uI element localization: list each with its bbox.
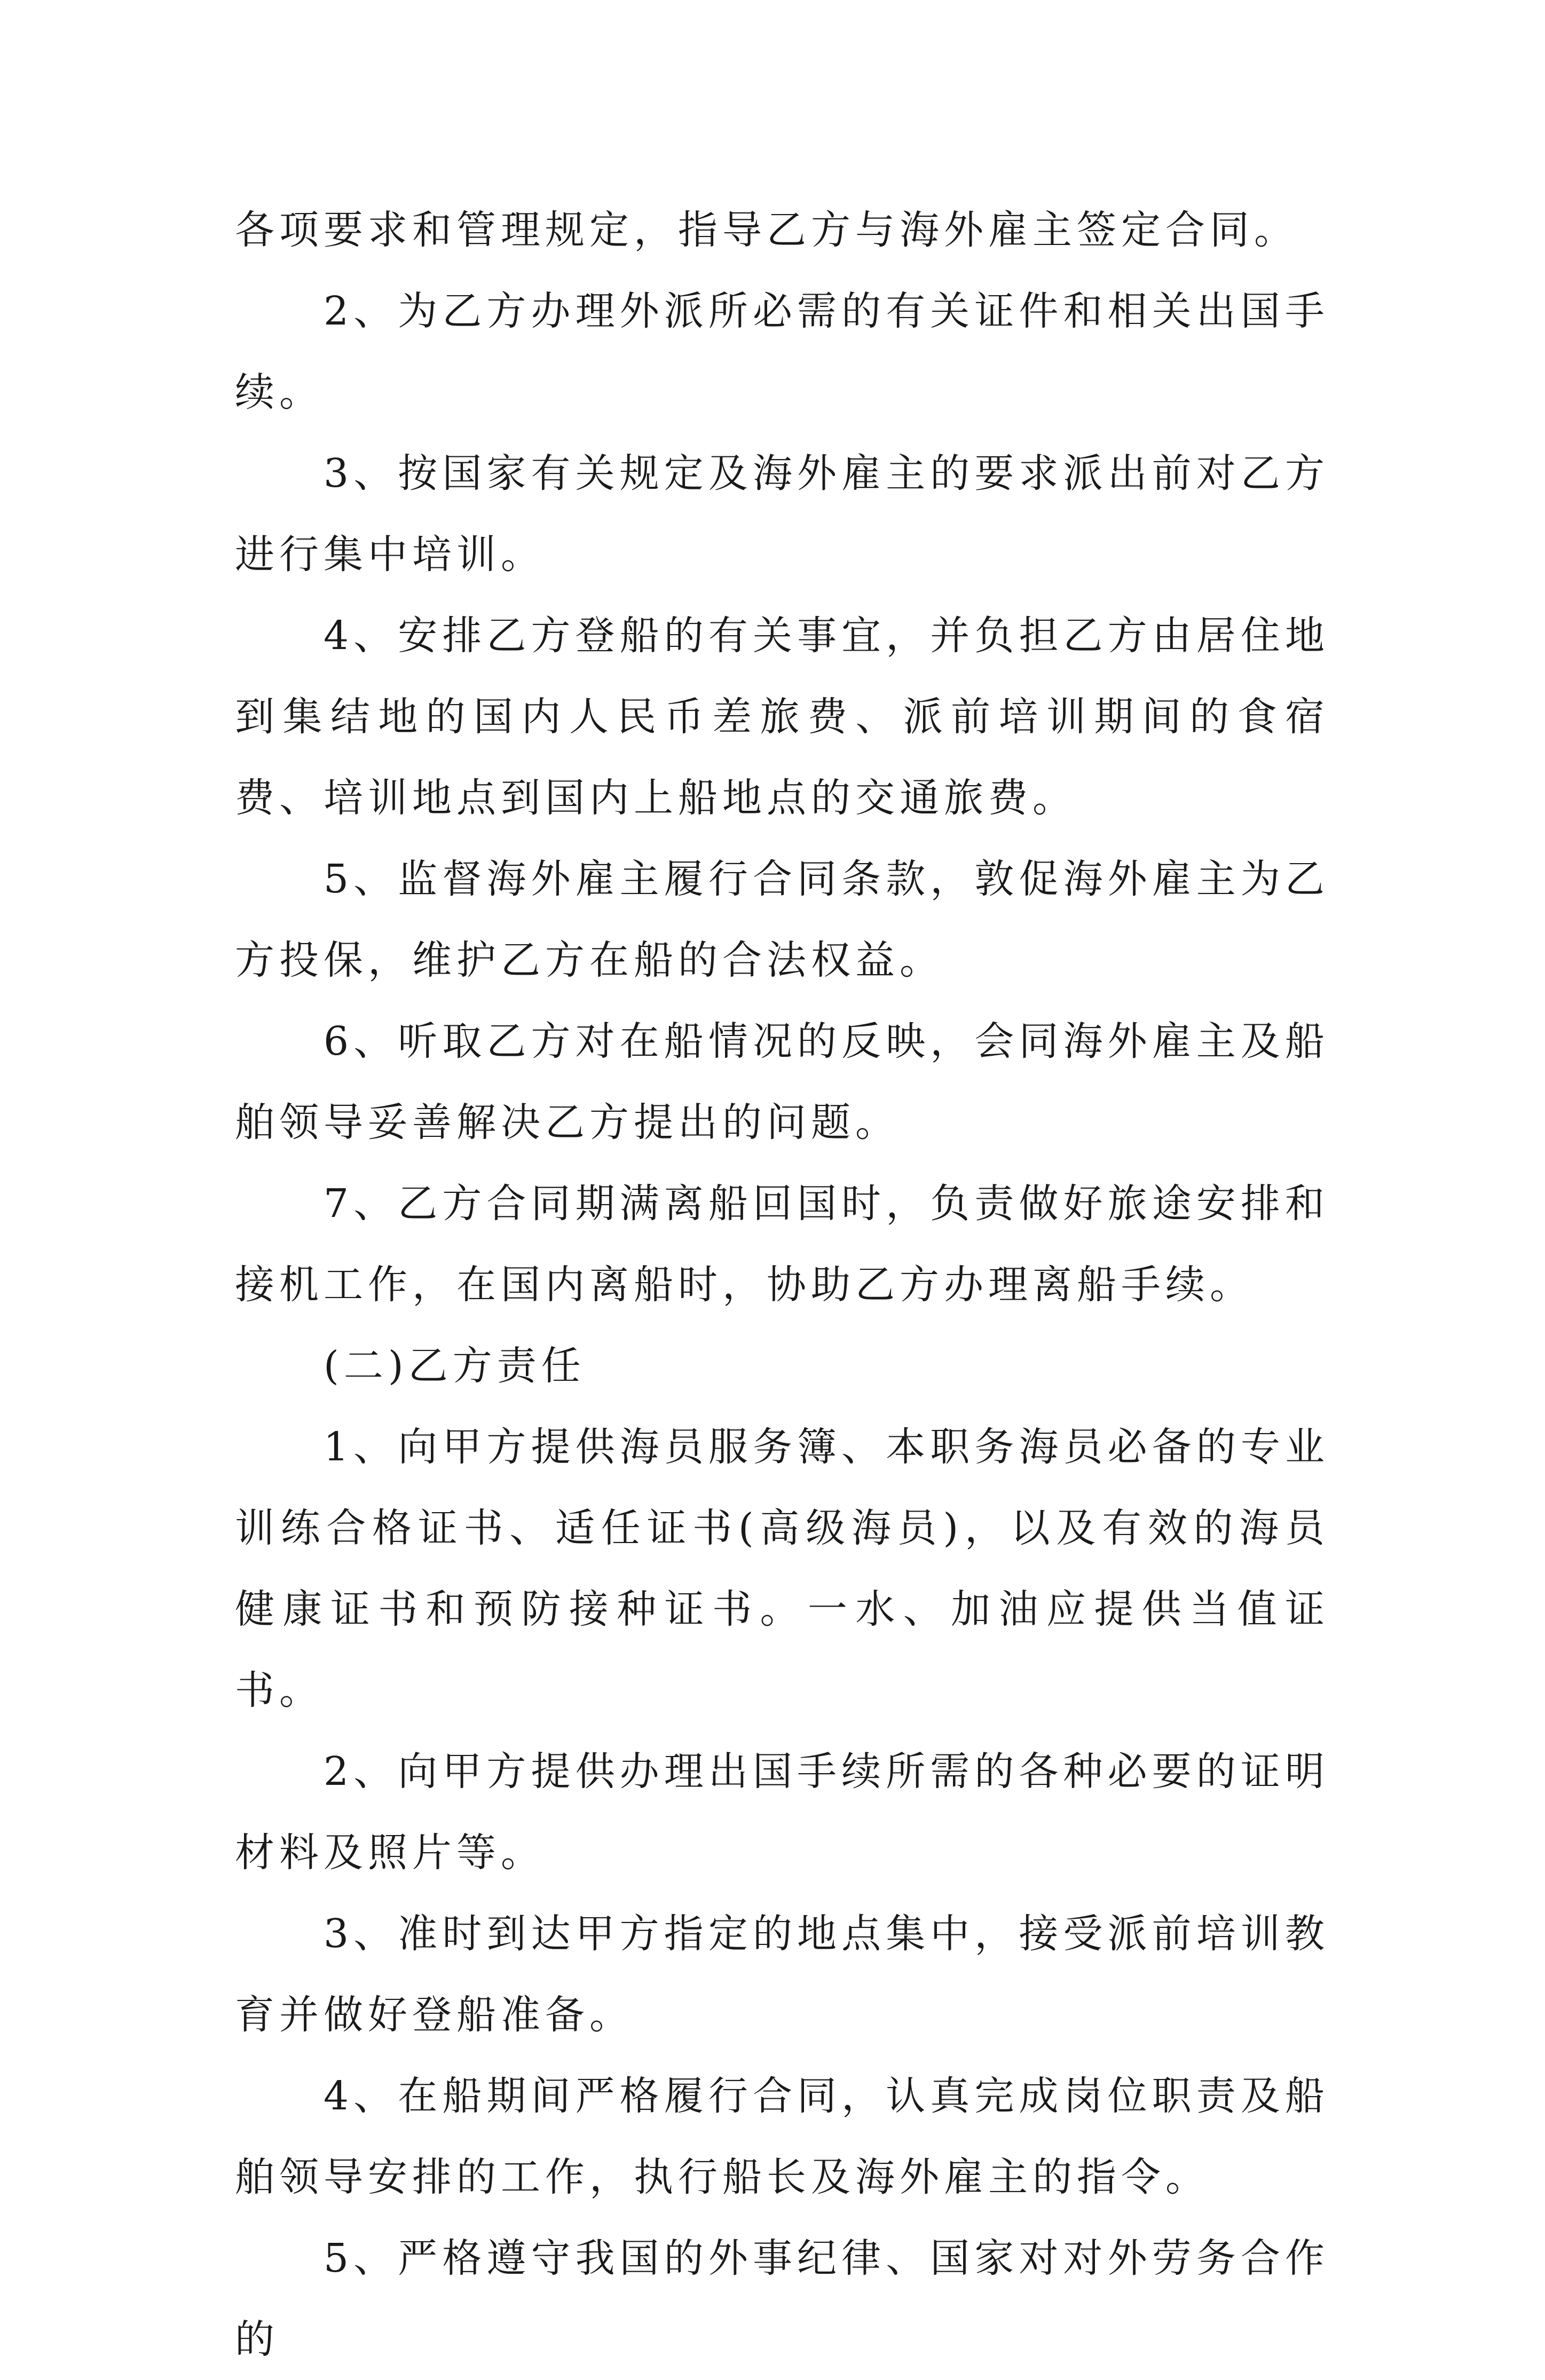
paragraph-12: 5、严格遵守我国的外事纪律、国家对对外劳务合作的 <box>235 2235 1329 2362</box>
paragraph-1: 2、为乙方办理外派所必需的有关证件和相关出国手续。 <box>235 288 1329 415</box>
paragraph-0: 各项要求和管理规定，指导乙方与海外雇主签定合同。 <box>235 207 1298 253</box>
paragraph-9: 2、向甲方提供办理出国手续所需的各种必要的证明材料及照片等。 <box>235 1749 1329 1876</box>
document-body <box>235 189 1329 2380</box>
paragraph-3: 4、安排乙方登船的有关事宜，并负担乙方由居住地到集结地的国内人民币差旅费、派前培训期间的食宿费、培训地点到国内上船地点的交通旅费。 <box>235 613 1329 821</box>
paragraph-10: 3、准时到达甲方指定的地点集中，接受派前培训教育并做好登船准备。 <box>235 1911 1329 2038</box>
paragraph-8: 1、向甲方提供海员服务簿、本职务海员必备的专业训练合格证书、适任证书(高级海员)，以及有效的海员健康证书和预防接种证书。一水、加油应提供当值证书。 <box>235 1424 1329 1713</box>
paragraph-4: 5、监督海外雇主履行合同条款，敦促海外雇主为乙方投保，维护乙方在船的合法权益。 <box>235 856 1329 983</box>
paragraph-11: 4、在船期间严格履行合同，认真完成岗位职责及船舶领导安排的工作，执行船长及海外雇主的指令。 <box>235 2073 1329 2200</box>
section-heading: (二)乙方责任 <box>324 1343 586 1389</box>
paragraph-2: 3、按国家有关规定及海外雇主的要求派出前对乙方进行集中培训。 <box>235 450 1329 578</box>
paragraph-6: 7、乙方合同期满离船回国时，负责做好旅途安排和接机工作，在国内离船时，协助乙方办理离船手续。 <box>235 1181 1329 1308</box>
paragraph-5: 6、听取乙方对在船情况的反映，会同海外雇主及船舶领导妥善解决乙方提出的问题。 <box>235 1018 1329 1145</box>
